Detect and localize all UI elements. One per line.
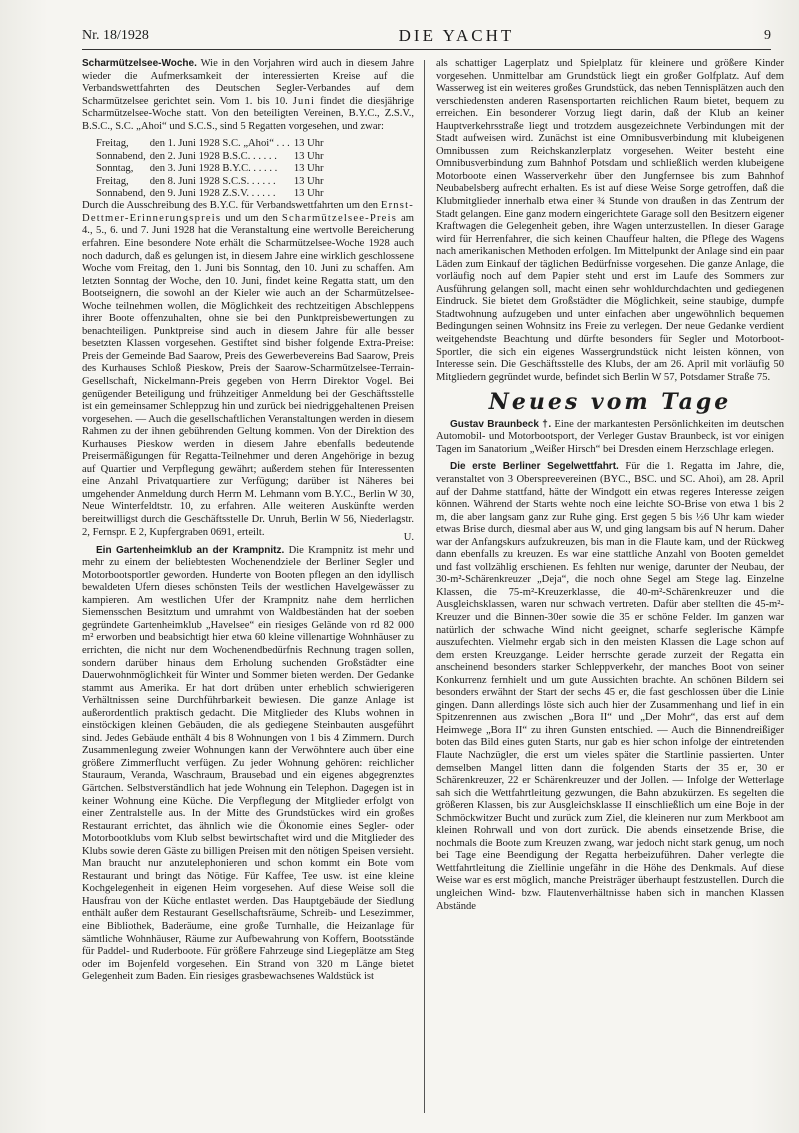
magazine-title: DIE YACHT bbox=[398, 26, 515, 45]
regatta-schedule bbox=[96, 138, 328, 200]
page-header bbox=[82, 23, 771, 50]
article-braunbeck: Gustav Braunbeck †. Eine der markantesten Persönlichkeiten im deutschen Automobil- und Motorbootsport, der Verleger Gustav Braunbeck, ist vor einigen Tagen im Sanatorium „Weißer Hirsch“ bei Dresden einem Herzschlage erlegen. bbox=[436, 418, 784, 455]
page-number: 9 bbox=[763, 28, 771, 43]
article-lead: Gustav Braunbeck †. bbox=[450, 418, 552, 430]
article-lead: Scharmützelsee-Woche. bbox=[82, 58, 197, 69]
schedule-row: Freitag, den 8. Juni 1928 S.C.S. . . . . . 13 Uhr bbox=[96, 175, 324, 187]
schedule-row: Sonnabend, den 2. Juni 1928 B.S.C. . . . . . 13 Uhr bbox=[96, 150, 324, 162]
right-column bbox=[436, 58, 784, 1117]
column-divider bbox=[424, 60, 425, 1113]
article-continuation: als schattiger Lagerplatz und Spielplatz für kleinere und größere Kinder vorgesehen. Unmittelbar am Grundstück liegt ein großer Golfplatz. Auf dem Wasserweg ist ein weiteres großes Grundstück, das neben Tennisplätzen auch den verschiedensten anderen Rasensportarten reichlichen Raum bietet, bequem zu erreichen. Ein besonderer Vorzug liegt darin, daß der Klub an keiner Hauptverkehrsstraße liegt und trotzdem ausgezeichnete Verbindungen mit der Stadt aufweisen wird. Zunächst ist eine Omnibusverbindung mit klubeigenen Omnibussen zum Reichskanzlerplatz vorgesehen. Weiter besteht eine Omnibusverbindung zum Bahnhof Potsdam und schließlich werden klubeigene Motorboote einen Wasserverkehr über den Jungfernsee bis zum Bahnhof Neubabelsberg aufrecht erhalten. Es ist auf diese Weise Sorge getroffen, daß die Klubmitglieder innerhalb etwa einer ¾ Stunde von draußen in das Zentrum der Stadt gelangen. Eine ganz modern eingerichtete Garage soll den Besitzern eigener Kraftwagen die Gelegenheit geben, ihre Wagen unterzustellen. In dieser Garage wird für Herrenfahrer, die sich keinen Chauffeur halten, die Pflege des Wagens nach amerikanischen Methoden erfolgen. Im Mittelpunkt der Anlage sind ein paar Läden zum Einkauf der täglichen Bedürfnisse vorgesehen. Die ganze Anlage, die vorläufig noch auf dem Papier steht und erst im Laufe des Sommers zur Ausführung gelangen soll, macht einen sehr wohldurchdachten und gediegenen Eindruck. Sie bietet dem Großstädter die Möglichkeit, seine staubige, dumpfe Stadtwohnung aufzugeben und unter einfachen aber ungewöhnlich bequemen Bedingungen seinen Wohnsitz ins Freie zu verlegen. Der neue Gedanke verdient weitgehendste Beachtung und dürfte besonders für Segler und Motorboot-Sportler, die sich ein eigenes Wassergrundstück nicht leisten können, von Interesse sein. Die Geschäftsstelle des Klubs, der am 26. April mit vorläufig 50 Mitgliedern gegründet wurde, befindet sich Berlin W 57, Potsdamer Straße 75. bbox=[436, 58, 784, 383]
schedule-row: Freitag, den 1. Juni 1928 S.C. „Ahoi“ . . . 13 Uhr bbox=[96, 138, 324, 150]
article-gartenheimklub: Ein Gartenheimklub an der Krampnitz. Die Krampnitz ist mehr und mehr zu einem der beliebtesten Wochenendziele der Berliner Segler und Motorbootsportler geworden. Hunderte von Booten pflegen an den idyllisch bewaldeten Ufern dieses schönsten Teils der westlichen Havelgewässer zu kampieren. Am westlichen Ufer der Krampnitz nahe dem herrlichen Siemensschen Besitztum und umrahmt von Waldbeständen hat der soeben gegründete Gartenheimklub „Havelsee“ ein riesiges Gelände von rd 82 000 m² erworben und beabsichtigt hier etwa 60 kleine villenartige Wohnhäuser zu errichten, die nicht nur dem Wochenendbedürfnis Rechnung tragen sollen, sondern darüber hinaus dem Erholung suchenden Großstädter eine Dauerwohnmöglichkeit für Winter und Sommer bieten werden. Der Gedanke stammt aus Amerika. Er hat dort drüben unter erheblich schwierigeren Verhältnissen seine Durchführbarkeit bewiesen. Die ganze Anlage ist außerordentlich praktisch gedacht. Die Mitglieder des Klubs wohnen in einstöckigen kleinen Gebäuden, die als gediegene Steinbauten ausgeführt sind. Jedes Gebäude enthält 4 bis 8 Wohnungen von 1 bis 4 Zimmern. Durch Zusammenlegung zweier Wohnungen kann der Verwöhntere auch über eine größere Zimmerflucht verfügen. Zu jeder Wohnung gehören: reichlicher Stauraum, Veranda, Waschraum, Brausebad und ein eigenes abgegrenztes Gärtchen. Selbstverständlich hat jede Wohnung ein Telephon. Dagegen ist in keiner Wohnung eine Küche. Die Verpflegung der Mitglieder erfolgt von einer Zentralstelle aus. In der Mitte des Grundstückes wird ein großes Restaurant errichtet, das ähnlich wie die Ökonomie eines Segler- oder Motorbootklubs vom Klub selbst bewirtschaftet wird und die Mitglieder des Klubs sowie deren Gäste zu billigen Preisen mit den nötigen Speisen versieht. Man braucht nur anzutelephonieren und schon kommt ein Bote vom Restaurant und bringt das Nötige. Für Kaffee, Tee usw. ist eine kleine Kochgelegenheit in eigenen Heim vorgesehen. Auf diese Weise soll die Hausfrau von der Küche entlastet werden. Das Hauptgebäude der Siedlung enthält außer dem Restaurant Gesellschaftsräume, Schreib- und Lesezimmer, eine Bibliothek, Baderäume, eine große Turnhalle, die Heizanlage für sämtliche Wohnhäuser, Räume zur Aufbewahrung von Koffern, Bootsstände für Paddel- und Ruderboote. Für größere Fahrzeuge sind Liegeplätze am Steg oder im Bojenfeld vorgesehen. Ein Strand von 320 m Länge bietet Gelegenheit zum Baden. Ein riesiges grasbewachsenes Waldstück ist bbox=[82, 544, 414, 983]
schedule-row: Sonnabend, den 9. Juni 1928 Z.S.V. . . . . . 13 Uhr bbox=[96, 187, 324, 199]
section-title: Neues vom Tage bbox=[488, 389, 732, 416]
article-scharmuetzelsee: Scharmützelsee-Woche. Wie in den Vorjahren wird auch in diesem Jahre wieder die Aufmerksamkeit der interessierten Kreise auf die Verbandswettfahrten des Deutschen Segler-Verbandes auf dem Scharmützelsee gerichtet sein. Vom 1. bis 10. Juni findet die diesjährige Scharmützelsee-Woche statt. Von den beteiligten Vereinen, B.Y.C., Z.S.V., B.S.C., S.C. „Ahoi“ und S.C.S., sind 5 Regatten vorgesehen, und zwar: bbox=[82, 58, 414, 132]
schedule-row: Sonntag, den 3. Juni 1928 B.Y.C. . . . . . 13 Uhr bbox=[96, 163, 324, 175]
article-segelwettfahrt: Die erste Berliner Segelwettfahrt. Für die 1. Regatta im Jahre, die, veranstaltet von 3 Oberspreevereinen (BYC., BSC. und SC. Ahoi), am 28. April auf der Dahme stattfand, hätte der Windgott ein etwas regeres Interesse zeigen können. Während der Starts wehte noch eine leichte SO-Brise von etwa 1 bis 2 m, die aber langsam ganz zur Ruhe ging. Erst gegen 5 bis ½6 Uhr kam wieder etwas Brise durch, diesmal aber aus W, und ging langsam bis auf N herum. Daher war der Anfangskurs aufzukreuzen, bis man in die Flaute kam, und der Rückweg dann ebenfalls zu kreuzen. Es war eine stattliche Anzahl von Booten gemeldet und fast vollzählig erschienen. Es fehlten nur wenige, darunter der Neubau, der 30-m²-Schärenkreuzer „Deja“, die noch ohne Segel am Stege lag. Einzelne Klassen, die 75-m²-Kreuzerklasse, die 40-m²-Schärenkreuzer und die Ausgleichsklassen, waren nur schwach vertreten. Dafür aber stellten die 45-m²-Kreuzer und die Binnen-30er sowie die 35 er schöne Felder. Im ganzen war natürlich der schwache Wind nicht geeignet, scharfe seglerische Kämpfe auszufechten. Vielmehr ergab sich in den meisten Klassen die Lage schon auf dem ersten Kreuzgange. Leider herrschte gerade zurzeit der Regatta ein anscheinend besonders starker Schleppverkehr, der manches Boot von seiner Konkurrenz fernhielt und um gute Aussichten brachte. An schönen Bildern sei besonders erwähnt der Start der sechs 45 er, die fast geschlossen über die Linie gingen. Dann allerdings löste sich auch hier der Zusammenhang und lief in ein Spitzenrennen aus zwischen „Bora II“ und „Der Mohr“, das erst auf dem Heimwege „Bora II“ zu ihren Gunsten entschied. — Auch die Binnendreißiger boten das Bild eines guten Starts, nur gab es hier schon infolge der eintretenden Flaute Nachzügler, die erst um vieles später die Startlinie passierten. Unter demselben Mangel litten dann die folgenden Starts der 35 er, 30 er Schärenkreuzer, 22 er Schärenkreuzer und der Jollen. — Infolge der Wetterlage sah sich die Wettfahrtleitung gezwungen, die Bahn abzukürzen. Es segelten die größeren Klassen, bis zur Ausgleichsklasse II einschließlich um eine Boje in der Schmöckwitzer Bucht und zurück zum Ziel, die kleineren nur zum Merkboot am kleinen Rohrwall und von dort zurück. Die abends einsetzende Brise, die nochmals die Boote zum Kreuzen zwang, war jedoch nicht stark genug, um noch bei Tage eine Beendigung der Regatta herbeizuführen. Daher verlegte die Wettfahrtleitung die Ziellinie ungefähr in die Höhe des Denkmals. Auf diese Weise war es erst möglich, manche Preisträger überhaupt festzustellen. Durch die ungleichen Wind- bzw. Flautenverhältnisse haben sich in manchen Klassen Abstände bbox=[436, 461, 784, 912]
article-lead: Die erste Berliner Segelwettfahrt. bbox=[450, 461, 619, 473]
issue-number: Nr. 18/1928 bbox=[82, 28, 149, 43]
article-signature: U. bbox=[403, 532, 414, 544]
article-body: Durch die Ausschreibung des B.Y.C. für Verbandswettfahrten um den Ernst-Dettmer-Erinnerungspreis und um den Scharmützelsee-Preis am 4., 5., 6. und 7. Juni 1928 hat die Veranstaltung eine wertvolle Bereicherung erfahren. Eine besondere Note erhält die Scharmützelsee-Woche 1928 auch noch dadurch, daß es gelungen ist, in diesem Jahre eine wirklich geschlossene Woche vom Freitag, den 1. Juni bis Sonntag, den 10. Juni zu schaffen. Am letzten Sonntag der Woche, den 10. Juni, findet keine Regatta statt, um den Bootseignern, die sowohl an der Kieler wie auch an der Scharmützelsee-Woche teilnehmen wollen, die Möglichkeit des rechtzeitigen Abschleppens ihrer Boote offenzuhalten, ohne sie bei den Punktpreisbewertungen zu benachteiligen. Punktpreise sind auch in diesem Jahre für alle besser besetzten Klassen vorgesehen. Gestiftet sind bisher folgende Extra-Preise: Preis der Gemeinde Bad Saarow, Preis des Gewerbevereins Bad Saarow, Preis des Kurhauses Schloß Pieskow, Preis der Saarow-Scharmützelsee-Terrain-Gesellschaft, Nickelmann-Preis gegeben von Herrn Direktor Vogel. Bei genügender Beteiligung und frühzeitiger Anmeldung bei der Geschäftsstelle ist ein gemeinsamer Schleppzug hin und zurück bei niedriggehaltenen Preisen vorgesehen. — Auch die gesellschaftlichen Veranstaltungen werden in diesem Rahmen zu der ihnen gebührenden Geltung kommen. Von der Direktion des Kurhauses Pieskow werden in diesem Jahre ebenfalls bedeutende Preisermäßigungen für Regatta-Teilnehmer und deren Angehörige in bezug auf Quartier und Verpflegung gewährt; außerdem stehen für Interessenten eine Anzahl Privatquartiere zur Verfügung; darüber ist Näheres bei umgehender Anmeldung durch Herrn M. Lehmann vom B.Y.C., Berlin W 30, Neue Winterfeldtstr. 10, zu erfahren. Alle weiteren Auskünfte werden bereitwilligst durch die Geschäftsstelle Dr. Unruh, Berlin W 56, Niederlagstr. 2, Fernspr. E 2, Kupfergraben 0691, erteilt. bbox=[82, 200, 414, 538]
article-lead: Ein Gartenheimklub an der Krampnitz. bbox=[96, 544, 285, 556]
left-column bbox=[82, 58, 414, 1117]
